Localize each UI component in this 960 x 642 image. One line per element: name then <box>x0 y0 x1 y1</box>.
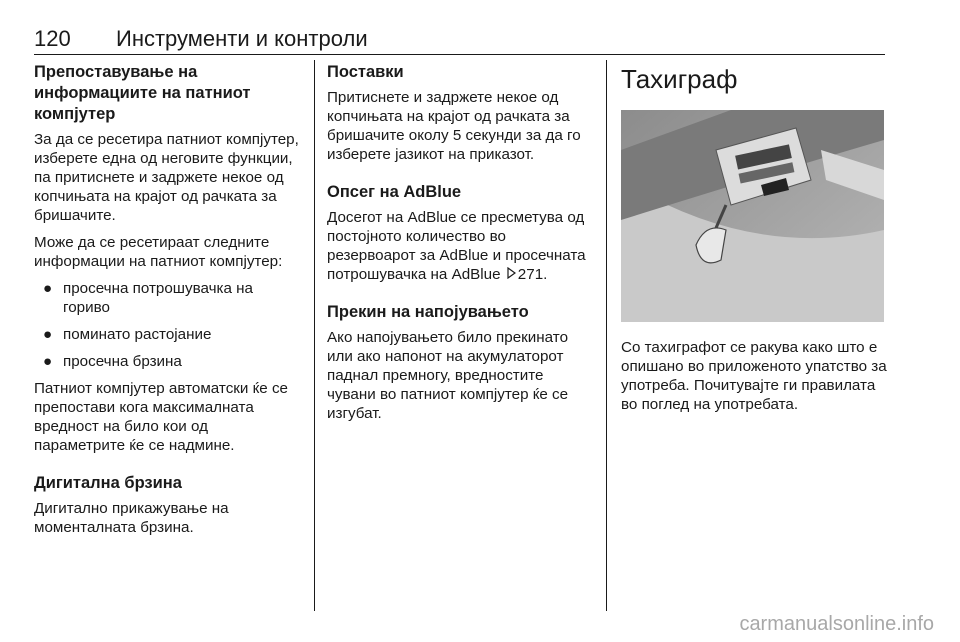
reset-items-list <box>34 279 302 371</box>
column-divider-1 <box>314 60 315 611</box>
tachograph-illustration <box>621 110 884 322</box>
section-heading-reset: Препоставување на информациите на патниот компјутер <box>34 63 251 123</box>
paragraph-reset-list-intro: Може да се ресетираат следните информации на патниот компјутер: <box>34 234 283 270</box>
list-item: ● просечна потрошувачка на гориво <box>43 280 253 316</box>
page-number: 120 <box>34 26 71 51</box>
column-middle <box>327 62 595 431</box>
paragraph-tachograph: Со тахиграфот се ракува како што е опишано во приложеното упатство за употреба. Почитувајте ги правилата во поглед на употребата. <box>621 339 887 413</box>
paragraph-adblue-range: Досегот на AdBlue се пресметува од постојното количество во резервоарот за AdBlue и просечната потрошувачка на AdBlue 271. <box>327 209 586 283</box>
bullet-icon: ● <box>43 353 53 370</box>
page-reference-link[interactable]: 271. <box>517 266 548 283</box>
paragraph-auto-reset: Патниот компјутер автоматски ќе се препостави кога максималната вредност на било кои од параметрите ќе се надмине. <box>34 380 288 454</box>
section-heading-power-interruption: Прекин на напојувањето <box>327 303 529 321</box>
page-header <box>34 26 884 52</box>
column-left <box>34 62 302 545</box>
list-item: ● поминато растојание <box>43 326 212 343</box>
paragraph-digital-speed: Дигитално прикажување на моменталната брзина. <box>34 500 229 536</box>
section-heading-adblue-range: Опсег на AdBlue <box>327 183 462 201</box>
paragraph-reset-instructions: За да се ресетира патниот компјутер, изберете една од неговите функции, па притиснете и задржете некое од копчињата на крајот од рачката за бришачите. <box>34 131 299 224</box>
section-heading-settings: Поставки <box>327 63 404 81</box>
watermark: carmanualsonline.info <box>739 613 934 635</box>
paragraph-settings: Притиснете и задржете некое од копчињата на крајот од рачката за бришачите околу 5 секунди за да го изберете јазикот на приказот. <box>327 89 581 163</box>
section-title-tachograph: Тахиграф <box>621 64 738 94</box>
header-rule <box>34 54 885 55</box>
column-right <box>621 62 889 422</box>
bullet-icon: ● <box>43 280 53 297</box>
chapter-title: Инструменти и контроли <box>116 26 368 51</box>
section-heading-digital-speed: Дигитална брзина <box>34 474 182 492</box>
bullet-icon: ● <box>43 326 53 343</box>
paragraph-power-interruption: Ако напојувањето било прекинато или ако напонот на акумулаторот паднал премногу, вредностите чувани во патниот компјутер ќе се изгубат. <box>327 329 569 422</box>
column-divider-2 <box>606 60 607 611</box>
page-reference-icon <box>507 265 516 284</box>
list-item: ● просечна брзина <box>43 353 182 370</box>
